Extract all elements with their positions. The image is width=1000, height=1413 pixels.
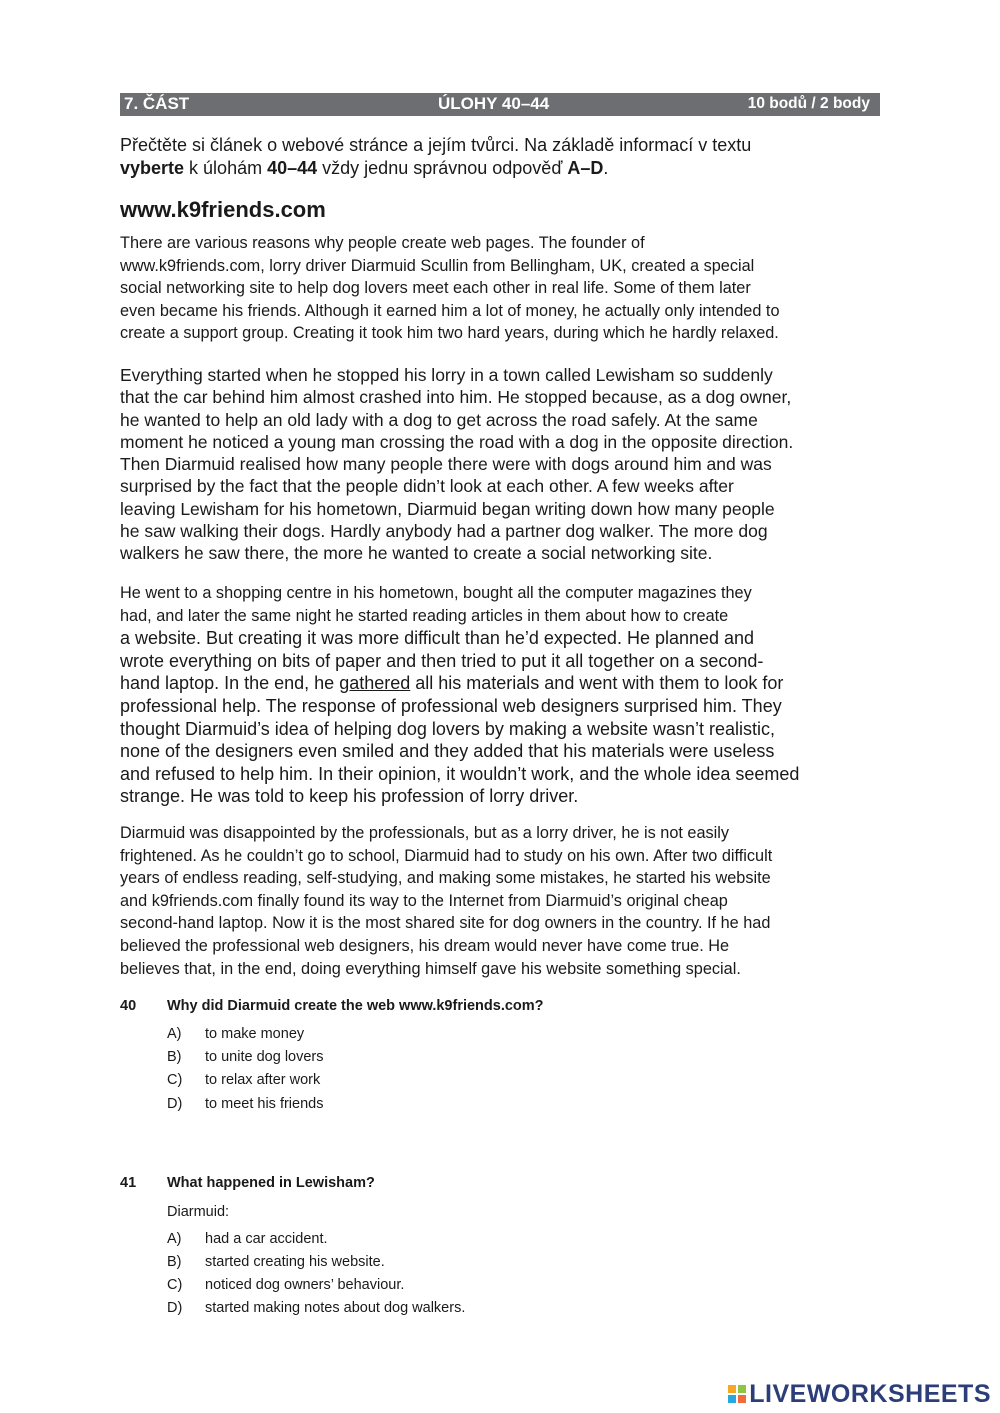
article-paragraph-3 xyxy=(120,582,890,808)
text-line: There are various reasons why people create web pages. The founder of xyxy=(120,234,645,252)
logo-tile xyxy=(728,1385,736,1393)
text-line: surprised by the fact that the people didn’t look at each other. A few weeks after xyxy=(120,476,734,497)
text-line: he wanted to help an old lady with a dog to get across the road safely. At the same xyxy=(120,409,758,430)
question-41-stem: Diarmuid: xyxy=(167,1204,230,1220)
text-line: He went to a shopping centre in his hometown, bought all the computer magazines they xyxy=(120,584,752,602)
option-letter: A) xyxy=(167,1026,182,1042)
instructions-bold-range: 40–44 xyxy=(267,158,318,178)
text-line: he saw walking their dogs. Hardly anybody had a partner dog walker. The more dog xyxy=(120,521,768,542)
underlined-word-gathered: gathered xyxy=(339,673,411,694)
option-text: to relax after work xyxy=(205,1072,321,1088)
question-40-option-d[interactable] xyxy=(167,1096,323,1112)
logo-tile xyxy=(738,1395,746,1403)
text-line-gathered xyxy=(120,672,890,695)
option-text: to unite dog lovers xyxy=(205,1049,324,1065)
question-41-option-b[interactable] xyxy=(167,1254,385,1270)
option-letter: D) xyxy=(167,1300,183,1316)
text-line: second-hand laptop. Now it is the most shared site for dog owners in the country. If he had xyxy=(120,914,771,933)
text-line: that the car behind him almost crashed into him. He stopped because, as a dog owner, xyxy=(120,387,792,408)
text-line: Then Diarmuid realised how many people there were with dogs around him and was xyxy=(120,454,772,475)
question-41-text: What happened in Lewisham? xyxy=(167,1175,375,1191)
text-line: wrote everything on bits of paper and then tried to put it all together on a second- xyxy=(120,650,764,671)
liveworksheets-logo xyxy=(728,1379,991,1409)
text-line: create a support group. Creating it took him two hard years, during which he hardly relaxed. xyxy=(120,324,779,343)
option-letter: C) xyxy=(167,1072,183,1088)
text-line: thought Diarmuid’s idea of helping dog lovers by making a website wasn’t realistic, xyxy=(120,718,776,739)
question-41-option-a[interactable] xyxy=(167,1231,328,1247)
question-41-option-c[interactable] xyxy=(167,1277,404,1293)
option-letter: B) xyxy=(167,1049,182,1065)
instructions-text: . xyxy=(603,158,609,178)
text-line: a website. But creating it was more difficult than he’d expected. He planned and xyxy=(120,628,755,649)
option-text: had a car accident. xyxy=(205,1231,328,1247)
option-text: to make money xyxy=(205,1026,305,1042)
text-line: and refused to help him. In their opinion, it wouldn’t work, and the whole idea seemed xyxy=(120,763,800,784)
instructions xyxy=(120,134,880,180)
logo-icon xyxy=(728,1385,746,1403)
question-40-option-c[interactable] xyxy=(167,1072,320,1088)
logo-text: LIVEWORKSHEETS xyxy=(749,1379,991,1408)
article-paragraph-4 xyxy=(120,822,890,980)
text-line: even became his friends. Although it earned him a lot of money, he actually only intended to xyxy=(120,301,780,320)
question-41-number: 41 xyxy=(120,1175,137,1191)
text-line: leaving Lewisham for his hometown, Diarmuid began writing down how many people xyxy=(120,498,775,519)
instructions-bold-answers: A–D xyxy=(567,158,604,178)
option-letter: D) xyxy=(167,1096,183,1112)
instructions-text: k úlohám xyxy=(184,158,268,178)
text-line: believes that, in the end, doing everything himself gave his website something special. xyxy=(120,959,741,978)
article-paragraph-1 xyxy=(120,232,890,345)
option-letter: C) xyxy=(167,1277,183,1293)
text-line: moment he noticed a young man crossing the road with a dog in the opposite direction. xyxy=(120,431,794,452)
text-line: professional help. The response of professional web designers surprised him. They xyxy=(120,695,782,716)
logo-tile xyxy=(738,1385,746,1393)
instructions-text: vždy jednu správnou odpověď xyxy=(317,158,568,178)
text-line: Everything started when he stopped his lorry in a town called Lewisham so suddenly xyxy=(120,365,773,385)
text-fragment: all his materials and went with them to look for xyxy=(410,673,784,694)
option-text: started creating his website. xyxy=(205,1254,385,1270)
logo-tile xyxy=(728,1395,736,1403)
question-40-option-b[interactable] xyxy=(167,1049,324,1065)
question-40-text: Why did Diarmuid create the web www.k9friends.com? xyxy=(167,998,544,1014)
text-line: walkers he saw there, the more he wanted to create a social networking site. xyxy=(120,543,713,564)
section-tasks-label: ÚLOHY 40–44 xyxy=(438,94,550,113)
text-line: none of the designers even smiled and they added that his materials were useless xyxy=(120,741,775,762)
option-text: to meet his friends xyxy=(205,1096,324,1112)
text-line: social networking site to help dog lovers meet each other in real life. Some of them later xyxy=(120,279,751,298)
option-letter: A) xyxy=(167,1231,182,1247)
instructions-bold-select: vyberte xyxy=(120,158,185,178)
question-40-number: 40 xyxy=(120,998,137,1014)
option-letter: B) xyxy=(167,1254,182,1270)
section-part-label: 7. ČÁST xyxy=(124,94,190,113)
text-line: and k9friends.com finally found its way to the Internet from Diarmuid’s original cheap xyxy=(120,891,728,910)
text-line: www.k9friends.com, lorry driver Diarmuid Scullin from Bellingham, UK, created a special xyxy=(120,256,755,275)
option-text: started making notes about dog walkers. xyxy=(205,1300,466,1316)
section-header-bar xyxy=(120,93,880,116)
text-line: years of endless reading, self-studying, and making some mistakes, he started his website xyxy=(120,869,771,888)
question-41-option-d[interactable] xyxy=(167,1300,465,1316)
text-line: frightened. As he couldn’t go to school, Diarmuid had to study on his own. After two difficult xyxy=(120,846,773,865)
option-text: noticed dog owners’ behaviour. xyxy=(205,1277,405,1293)
article-title: www.k9friends.com xyxy=(120,197,326,222)
article-paragraph-2 xyxy=(120,364,890,565)
text-line: Diarmuid was disappointed by the professionals, but as a lorry driver, he is not easily xyxy=(120,824,730,842)
question-40-option-a[interactable] xyxy=(167,1026,304,1042)
text-line: believed the professional web designers, his dream would never have come true. He xyxy=(120,936,730,955)
instructions-line-1: Přečtěte si článek o webové stránce a jejím tvůrci. Na základě informací v textu xyxy=(120,135,752,155)
text-line: had, and later the same night he started reading articles in them about how to create xyxy=(120,606,729,625)
section-points-label: 10 bodů / 2 body xyxy=(747,95,870,112)
text-line: strange. He was told to keep his profession of lorry driver. xyxy=(120,786,579,807)
text-fragment: hand laptop. In the end, he xyxy=(120,673,340,694)
